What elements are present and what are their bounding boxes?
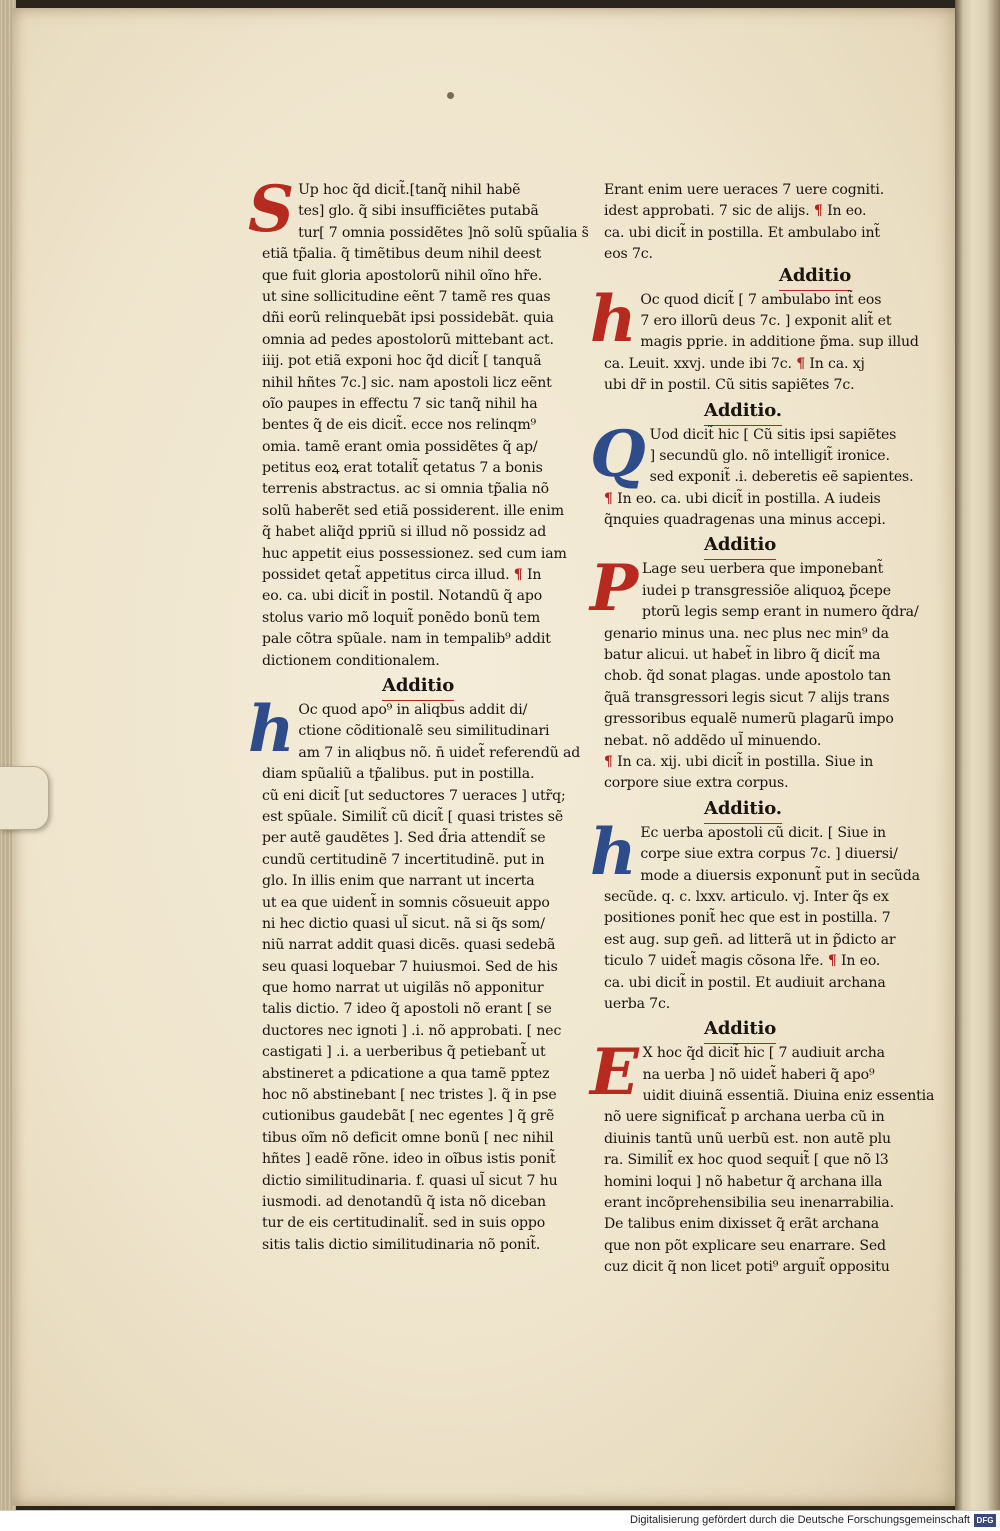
- text-line: que homo narrat ut uigilãs nõ apponitur: [262, 980, 544, 997]
- text-line: oĩo paupes in effectu 7 sic tanq̃ nihil ha: [262, 395, 538, 412]
- right-block-2: [590, 416, 914, 532]
- text-line: batur alicui. ut habet̃ in libro q̃ dicit̃ ma: [604, 647, 881, 664]
- paragraph-mark: ¶: [513, 567, 523, 584]
- red-initial-letter: h: [590, 281, 637, 357]
- text-line: est aug. sup geñ. ad litterã ut in p̃dicto ar: [604, 931, 896, 948]
- text-line: corpore siue extra corpus.: [604, 775, 789, 792]
- text-line: am 7 in aliqbus nõ. n̄ uidet̃ referendũ ad: [298, 744, 581, 761]
- text-line: sitis talis dictio similitudinaria nõ ponit̃.: [262, 1236, 541, 1253]
- text-line: X hoc q̃d dicit̃ hic [ 7 audiuit archa: [642, 1045, 885, 1062]
- blue-initial-letter: h: [590, 814, 637, 890]
- text-line: q̃uã transgressori legis sicut 7 alijs trans: [604, 689, 890, 706]
- text-line: tes] glo. q̃ sibi insufficiẽtes putabã: [298, 203, 539, 220]
- right-block-3-lines: [604, 559, 919, 794]
- text-line: stolus vario mõ loquit̃ ponẽdo bonũ tem: [262, 609, 541, 626]
- right-block-1-lines: [604, 290, 919, 397]
- text-line: ni hec dictio quasi ul̃ sicut. nã si q̃s som/: [262, 915, 545, 932]
- text-line: pale cõtra spũale. nam in tempalib⁹ addit: [262, 631, 551, 648]
- additio-heading: Additio.: [604, 795, 886, 823]
- left-block-1: [248, 172, 589, 672]
- text-line: possidet qetat̃ appetitus circa illud. ¶ In: [262, 567, 542, 584]
- text-line: ut ea que uident̃ in somnis cõsueuit appo: [262, 894, 550, 911]
- text-line: omia. tamẽ erant omia possidẽtes q̃ ap/: [262, 438, 538, 455]
- text-line: omnia ad pedes apostolorũ mittebant act.: [262, 331, 554, 348]
- text-line: tur[ 7 omnia possidẽtes ]nõ solũ spũalia s̃: [298, 224, 589, 241]
- text-line: castigati ] .i. a uerberibus q̃ petiebant̃ ut: [262, 1044, 546, 1061]
- additio-heading: Additio: [604, 262, 886, 290]
- text-line: ra. Similit̃ ex hoc quod sequit̃ [ que nõ l3: [604, 1152, 889, 1169]
- right-block-5-lines: [604, 1043, 935, 1278]
- text-line: hñtes ] eadẽ rõne. ideo in oĩbus istis ponit̃: [262, 1151, 556, 1168]
- right-block-4: [590, 814, 920, 1016]
- text-line: que non põt explicare seu enarrare. Sed: [604, 1237, 886, 1254]
- text-line: terrenis abstractus. ac si omnia tp̃alia nõ: [262, 481, 549, 498]
- text-line: ubi dr̃ in postil. Cũ sitis sapiẽtes 7c.: [604, 377, 855, 394]
- text-line: mode a diuersis exponunt̃ put in secũda: [640, 867, 920, 884]
- book-spine-edge: [955, 0, 1000, 1510]
- text-line: genario minus una. nec plus nec min⁹ da: [604, 625, 889, 642]
- text-line: ctione cõditionalẽ seu similitudinari: [298, 723, 550, 740]
- right-intro-lines: [604, 180, 886, 266]
- text-line: idest approbati. 7 sic de alijs. ¶ In eo.: [604, 203, 867, 220]
- text-line: bentes q̃ de eis dicit̃. ecce nos relinqm⁹: [262, 417, 537, 434]
- text-line: De talibus enim dixisset q̃ erãt archana: [604, 1216, 879, 1233]
- additio-heading: Additio: [604, 1015, 886, 1043]
- blue-initial-letter: Q: [590, 416, 646, 492]
- text-line: chob. q̃d sonat plagas. unde apostolo tan: [604, 668, 891, 685]
- text-line: iusmodi. ad denotandũ q̃ ista nõ diceban: [262, 1193, 546, 1210]
- text-line: dñi eorũ relinquebãt ipsi possidebãt. quia: [262, 310, 554, 327]
- funding-credit: Digitalisierung gefördert durch die Deutsche Forschungsgemeinschaft: [630, 1514, 970, 1526]
- text-line: Up hoc q̃d dicit̃.[tanq̃ nihil habẽ: [298, 182, 521, 198]
- paragraph-mark: ¶: [813, 203, 823, 220]
- text-line: eos 7c.: [604, 246, 653, 263]
- left-block-2-lines: [262, 700, 581, 1256]
- text-line: Lage seu uerbera que imponebant̃: [641, 561, 884, 578]
- text-line: cundũ certitudinẽ 7 incertitudinẽ. put in: [262, 851, 545, 868]
- additio-heading: Additio: [604, 531, 886, 559]
- text-line: Erant enim uere ueraces 7 uere cogniti.: [604, 182, 885, 198]
- text-line: na uerba ] nõ uidet̃ haberi q̃ apo⁹: [642, 1066, 875, 1083]
- text-line: huc appetit eius possessionez. sed cum iam: [262, 545, 567, 562]
- text-line: positiones ponit̃ hec que est in postilla. 7: [604, 910, 891, 927]
- text-line: seu quasi loquebar 7 huiusmoi. Sed de his: [262, 958, 558, 975]
- text-line: uerba 7c.: [604, 995, 671, 1012]
- text-line: gressoribus equalẽ numerũ plagarũ impo: [604, 711, 894, 728]
- text-line: dictionem conditionalem.: [262, 652, 440, 669]
- manuscript-page: [12, 8, 964, 1506]
- text-line: magis pprie. in additione p̃ma. sup illud: [640, 334, 919, 351]
- right-block-1: [590, 281, 919, 397]
- right-block-3: [590, 551, 919, 794]
- text-line: ca. ubi dicit̃ in postilla. Et ambulabo int̃: [604, 224, 880, 241]
- right-block-4-lines: [604, 823, 920, 1016]
- paragraph-mark: ¶: [604, 753, 613, 770]
- right-text-column: [590, 180, 935, 1279]
- text-line: q̃nquies quadragenas una minus accepi.: [604, 512, 886, 529]
- right-block-2-lines: [604, 425, 914, 532]
- bookmark-tab: [0, 766, 49, 830]
- text-line: Ec uerba apostoli cũ dicit. [ Siue in: [640, 824, 886, 841]
- text-line: est spũale. Similit̃ cũ dicit̃ [ quasi tristes sẽ: [262, 808, 564, 825]
- red-initial-letter: E: [590, 1035, 639, 1111]
- paragraph-mark: ¶: [827, 953, 837, 970]
- text-line: ticulo 7 uidet̃ magis cõsona lr̃e. ¶ In eo.: [604, 953, 881, 970]
- left-text-column: [248, 172, 589, 1256]
- text-line: glo. In illis enim que narrant ut incerta: [262, 873, 535, 890]
- text-line: diam spũaliũ a tp̃alibus. put in postilla.: [262, 766, 535, 783]
- text-line: ¶ In ca. xij. ubi dicit̃ in postilla. Siue in: [604, 753, 874, 770]
- additio-heading: Additio: [262, 672, 562, 700]
- left-block-2: [248, 691, 581, 1256]
- page-mark: [447, 92, 454, 99]
- text-line: cuz dicit q̃ non licet poti⁹ arguit̃ oppositu: [604, 1259, 890, 1276]
- text-line: ¶ In eo. ca. ubi dicit̃ in postilla. A iudeis: [604, 490, 881, 507]
- text-line: ] secundũ glo. nõ intelligit̃ ironice.: [649, 447, 890, 464]
- right-block-5: [590, 1035, 935, 1278]
- text-line: dictio similitudinaria. f. quasi ul̃ sicut 7 hu: [262, 1172, 558, 1189]
- footer-bar: [0, 1510, 1000, 1531]
- text-line: talis dictio. 7 ideo q̃ apostoli nõ erant [ se: [262, 1001, 552, 1018]
- text-line: corpe siue extra corpus 7c. ] diuersi/: [640, 846, 898, 863]
- text-line: solũ haberẽt sed etiã possiderent. ille enim: [262, 502, 564, 519]
- text-line: diuinis tantũ unũ uerbũ est. non autẽ plu: [604, 1130, 891, 1147]
- text-line: cũ eni dicit̃ [ut seductores 7 ueraces ] utr̃q;: [262, 787, 566, 804]
- paragraph-mark: ¶: [604, 490, 613, 507]
- text-line: per autẽ gaudẽtes ]. Sed d̃ria attendit̃ se: [262, 830, 546, 847]
- text-line: Oc quod dicit̃ [ 7 ambulabo int̃ eos: [640, 291, 882, 308]
- text-line: tibus oĩm nõ deficit omne bonũ [ nec nihil: [262, 1129, 554, 1146]
- text-line: nihil hñtes 7c.] sic. nam apostoli licz eẽnt: [262, 374, 552, 391]
- text-line: ut sine sollicitudine eẽnt 7 tamẽ res quas: [262, 288, 551, 305]
- red-initial-letter: P: [590, 551, 638, 627]
- text-line: sed exponit̃ .i. deberetis eẽ sapientes.: [649, 469, 914, 486]
- text-line: ca. Leuit. xxvj. unde ibi 7c. ¶ In ca. xj: [604, 355, 865, 372]
- text-line: que fuit gloria apostolorũ nihil oĩno hr̃e.: [262, 267, 543, 284]
- text-line: hoc nõ abstinebant [ nec tristes ]. q̃ in pse: [262, 1087, 557, 1104]
- text-line: homini loqui ] nõ habetur q̃ archana illa: [604, 1173, 883, 1190]
- text-line: eo. ca. ubi dicit̃ in postil. Notandũ q̃ apo: [262, 588, 543, 605]
- dfg-logo: DFG: [974, 1514, 996, 1527]
- text-line: abstineret a pdicatione a qua tamẽ pptez: [262, 1065, 550, 1082]
- additio-heading: Additio.: [604, 397, 886, 425]
- text-line: tur de eis certitudinalit̃. sed in suis oppo: [262, 1215, 546, 1232]
- text-line: nebat. nõ addẽdo ul̃ minuendo.: [604, 732, 822, 749]
- text-line: cutionibus gaudebãt [ nec egentes ] q̃ grẽ: [262, 1108, 555, 1125]
- text-line: iiij. pot etiã exponi hoc q̃d dicit̃ [ tanquã: [262, 353, 542, 370]
- text-line: secũde. q. c. lxxv. articulo. vj. Inter q̃s ex: [604, 888, 889, 905]
- paragraph-mark: ¶: [796, 355, 806, 372]
- text-line: Oc quod apo⁹ in aliqbus addit di/: [298, 701, 528, 718]
- text-line: ptorũ legis semp erant in numero q̃dra/: [641, 604, 919, 621]
- text-line: nõ uere significat̃ p archana uerba cũ in: [604, 1109, 885, 1126]
- text-line: Uod dicit̃ hic [ Cũ sitis ipsi sapiẽtes: [649, 426, 897, 443]
- text-line: 7 ero illorũ deus 7c. ] exponit alit̃ et: [640, 312, 892, 329]
- text-line: etiã tp̃alia. q̃ timẽtibus deum nihil deest: [262, 246, 542, 263]
- text-line: iudei p transgressiõe aliquoꝝ p̃cepe: [641, 582, 891, 599]
- text-line: ca. ubi dicit̃ in postil. Et audiuit archana: [604, 974, 886, 991]
- text-line: ductores nec ignoti ] .i. nõ approbati. [ nec: [262, 1022, 562, 1039]
- left-block-1-lines: [262, 180, 589, 672]
- text-line: petitus eoꝝ erat totalit̃ qetatus 7 a bonis: [262, 460, 543, 477]
- text-line: q̃ habet aliq̃d ppriũ si illud nõ possidz ad: [262, 524, 547, 541]
- text-line: niũ narrat addit quasi dicẽs. quasi sedebã: [262, 937, 556, 954]
- blue-initial-letter: h: [248, 691, 295, 767]
- red-initial-letter: S: [248, 172, 295, 247]
- text-line: uidit diuinã essentiã. Diuina eniz essentia: [642, 1088, 935, 1105]
- text-line: erant incõprehensibilia seu inenarrabilia.: [604, 1195, 894, 1212]
